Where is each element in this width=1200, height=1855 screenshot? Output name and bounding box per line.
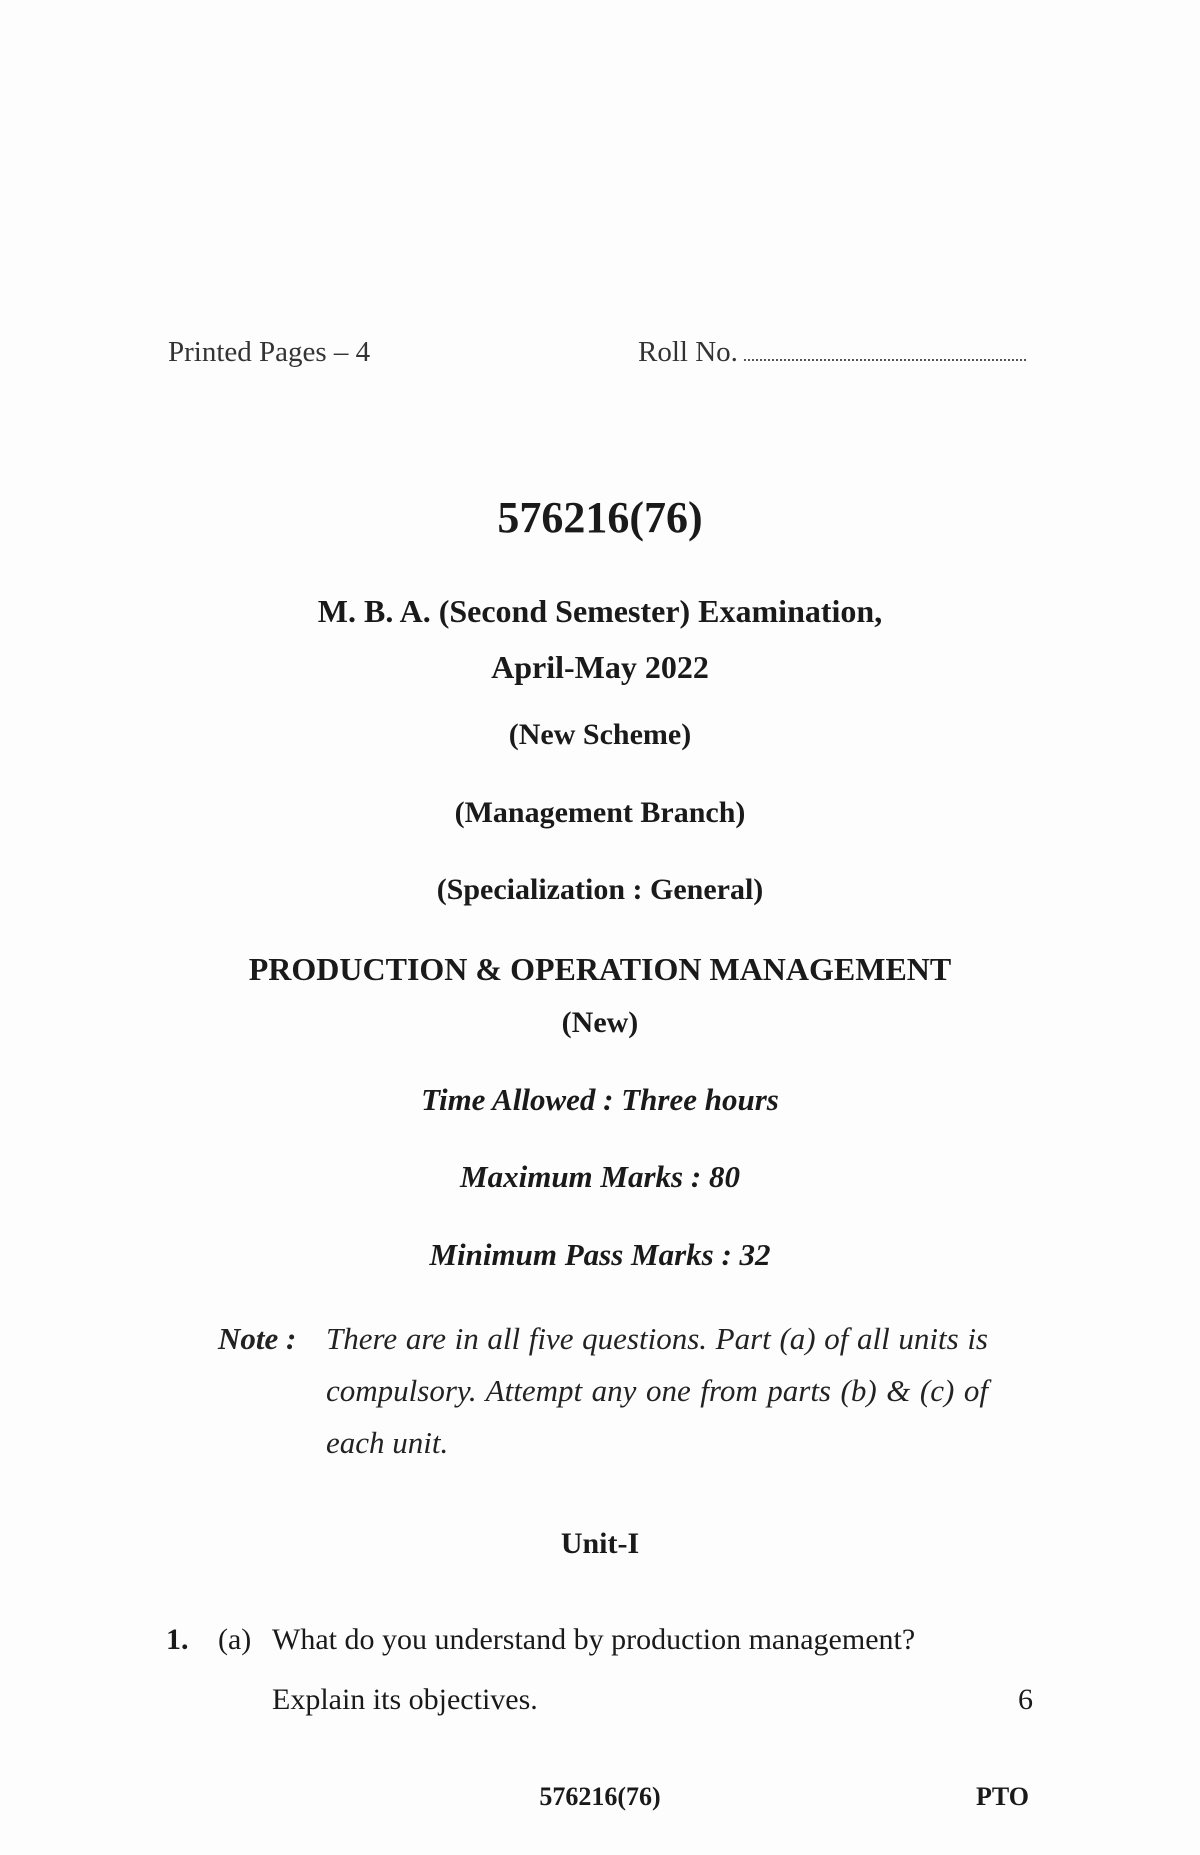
question-marks: 6 xyxy=(1018,1683,1033,1716)
branch: (Management Branch) xyxy=(454,796,746,829)
minimum-pass-marks: Minimum Pass Marks : 32 xyxy=(429,1237,771,1272)
roll-number-blank xyxy=(744,339,1026,361)
roll-number-field xyxy=(638,336,1026,369)
note-text: There are in all five questions. Part (a) of all units is compulsory. Attempt any one from parts (b) & (c) of each unit. xyxy=(326,1321,988,1460)
page-header xyxy=(168,336,1038,376)
roll-number-label: Roll No. xyxy=(638,336,738,368)
note-label: Note : xyxy=(218,1321,297,1356)
maximum-marks: Maximum Marks : 80 xyxy=(460,1159,740,1194)
scheme: (New Scheme) xyxy=(508,718,692,751)
footer-pto: PTO xyxy=(976,1782,1029,1811)
exam-title-line-1: M. B. A. (Second Semester) Examination, xyxy=(317,593,883,629)
question-number: 1. xyxy=(166,1623,189,1656)
subject-title: PRODUCTION & OPERATION MANAGEMENT xyxy=(248,951,952,987)
paper-code: 576216(76) xyxy=(497,493,703,542)
time-allowed: Time Allowed : Three hours xyxy=(421,1082,779,1117)
question-part: (a) xyxy=(218,1623,252,1656)
question-text: What do you understand by production management? Explain its objectives. xyxy=(272,1623,916,1716)
subject-edition: (New) xyxy=(561,1006,639,1039)
unit-heading: Unit-I xyxy=(560,1527,640,1560)
exam-title xyxy=(0,583,1200,695)
exam-title-line-2: April-May 2022 xyxy=(491,649,709,685)
specialization: (Specialization : General) xyxy=(436,873,764,906)
footer-paper-code: 576216(76) xyxy=(539,1782,661,1811)
printed-pages: Printed Pages – 4 xyxy=(168,336,371,368)
